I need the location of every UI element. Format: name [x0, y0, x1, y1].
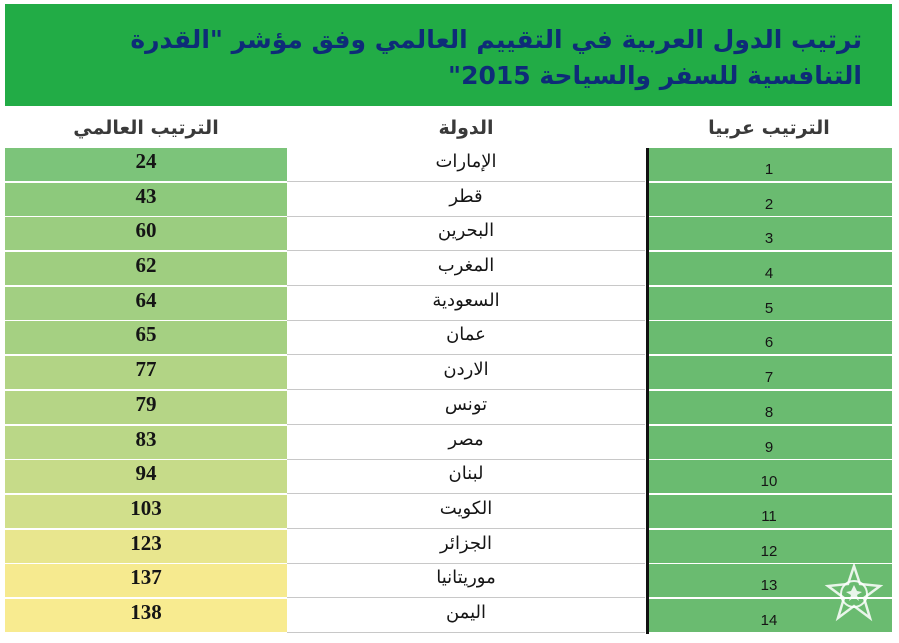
header-world-rank: الترتيب العالمي	[73, 117, 219, 139]
arab-rank-cell: 10	[646, 460, 892, 495]
table-row	[5, 426, 892, 461]
country-cell: الاردن	[287, 356, 645, 390]
world-rank-cell: 79	[5, 391, 287, 426]
world-rank-cell: 24	[5, 148, 287, 183]
country-cell: قطر	[287, 183, 645, 217]
world-rank-cell: 65	[5, 321, 287, 356]
country-cell: البحرين	[287, 217, 645, 251]
table-row	[5, 217, 892, 252]
arab-rank-cell: 13	[646, 564, 892, 599]
table-row	[5, 495, 892, 530]
country-cell: اليمن	[287, 599, 645, 633]
table-body	[5, 148, 892, 634]
country-cell: الجزائر	[287, 530, 645, 564]
arab-rank-cell: 9	[646, 426, 892, 461]
arab-rank-cell: 8	[646, 391, 892, 426]
world-rank-cell: 64	[5, 287, 287, 322]
world-rank-cell: 123	[5, 530, 287, 565]
arab-rank-cell: 5	[646, 287, 892, 322]
arab-rank-cell: 3	[646, 217, 892, 252]
table-row	[5, 287, 892, 322]
table-row	[5, 321, 892, 356]
table-row	[5, 460, 892, 495]
header-arab-rank: الترتيب عربيا	[708, 117, 830, 139]
arab-rank-cell: 11	[646, 495, 892, 530]
table-row	[5, 564, 892, 599]
world-rank-cell: 77	[5, 356, 287, 391]
arab-rank-cell: 4	[646, 252, 892, 287]
table-row	[5, 599, 892, 634]
table-row	[5, 356, 892, 391]
arab-rank-cell: 14	[646, 599, 892, 634]
table-row	[5, 391, 892, 426]
arab-rank-cell: 2	[646, 183, 892, 218]
table-row	[5, 530, 892, 565]
country-cell: موريتانيا	[287, 564, 645, 598]
column-divider	[646, 148, 649, 634]
world-rank-cell: 62	[5, 252, 287, 287]
table-row	[5, 183, 892, 218]
country-cell: تونس	[287, 391, 645, 425]
header-country: الدولة	[438, 117, 494, 139]
country-cell: الإمارات	[287, 148, 645, 182]
world-rank-cell: 60	[5, 217, 287, 252]
country-cell: عمان	[287, 321, 645, 355]
country-cell: السعودية	[287, 287, 645, 321]
table-row	[5, 252, 892, 287]
arab-rank-cell: 12	[646, 530, 892, 565]
world-rank-cell: 137	[5, 564, 287, 599]
title-banner	[5, 4, 892, 106]
world-rank-cell: 83	[5, 426, 287, 461]
arab-rank-cell: 7	[646, 356, 892, 391]
country-cell: الكويت	[287, 495, 645, 529]
world-rank-cell: 138	[5, 599, 287, 634]
country-cell: المغرب	[287, 252, 645, 286]
world-rank-cell: 94	[5, 460, 287, 495]
arab-rank-cell: 1	[646, 148, 892, 183]
watermark-logo-icon	[824, 564, 884, 624]
table-row	[5, 148, 892, 183]
arab-rank-cell: 6	[646, 321, 892, 356]
table-title: ترتيب الدول العربية في التقييم العالمي وفق مؤشر "القدرة التنافسية للسفر والسياحة 2015"	[130, 25, 862, 90]
world-rank-cell: 103	[5, 495, 287, 530]
world-rank-cell: 43	[5, 183, 287, 218]
country-cell: مصر	[287, 426, 645, 460]
country-cell: لبنان	[287, 460, 645, 494]
ranking-table	[5, 4, 892, 634]
